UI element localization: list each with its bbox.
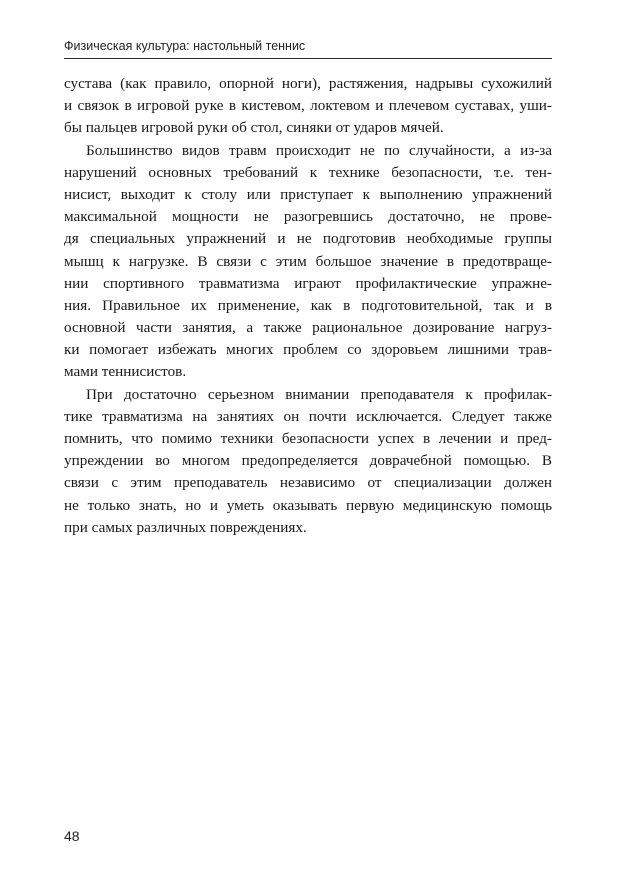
page-number: 48 — [64, 828, 80, 844]
text-line: при самых различных повреждениях. — [64, 518, 307, 536]
body-text — [64, 73, 552, 539]
text-line: связи с этим преподаватель независимо от специализации должен — [64, 474, 552, 492]
text-line: мышц к нагрузке. В связи с этим большое значение в предотвраще- — [64, 252, 552, 270]
text-line: При достаточно серьезном внимании преподавателя к профилак- — [86, 385, 552, 403]
text-line: нисист, выходит к столу или приступает к выполнению упражнений — [64, 185, 552, 203]
text-line: бы пальцев игровой руки об стол, синяки от ударов мячей. — [64, 119, 444, 137]
text-line: нии спортивного травматизма играют профилактические упражне- — [64, 274, 552, 292]
text-line: и связок в игровой руке в кистевом, локтевом и плечевом суставах, уши- — [64, 97, 552, 115]
running-title: Физическая культура: настольный теннис — [64, 39, 306, 53]
paragraph-3 — [64, 384, 552, 539]
text-line: ки помогает избежать многих проблем со здоровьем лишними трав- — [64, 341, 552, 359]
paragraph-2 — [64, 140, 552, 384]
text-line: основной части занятия, а также рациональное дозирование нагруз- — [64, 319, 552, 337]
paragraph-1 — [64, 73, 552, 140]
text-line: дя специальных упражнений и не подготовив необходимые группы — [64, 230, 552, 248]
text-line: не только знать, но и уметь оказывать первую медицинскую помощь — [64, 496, 552, 514]
running-header — [64, 38, 552, 59]
text-line: тике травматизма на занятиях он почти исключается. Следует также — [64, 407, 552, 425]
text-line: упреждении во многом предопределяется доврачебной помощью. В — [64, 452, 552, 470]
text-line: нарушений основных требований к технике безопасности, т.е. тен- — [64, 163, 552, 181]
text-line: ния. Правильное их применение, как в подготовительной, так и в — [64, 296, 552, 314]
text-line: мами теннисистов. — [64, 363, 187, 381]
text-line: Большинство видов травм происходит не по случайности, а из-за — [86, 141, 552, 159]
text-line: помнить, что помимо техники безопасности успех в лечении и пред- — [64, 430, 552, 447]
text-line: максимальной мощности не разогревшись достаточно, не прове- — [64, 208, 552, 226]
text-line: сустава (как правило, опорной ноги), растяжения, надрывы сухожилий — [64, 75, 552, 92]
